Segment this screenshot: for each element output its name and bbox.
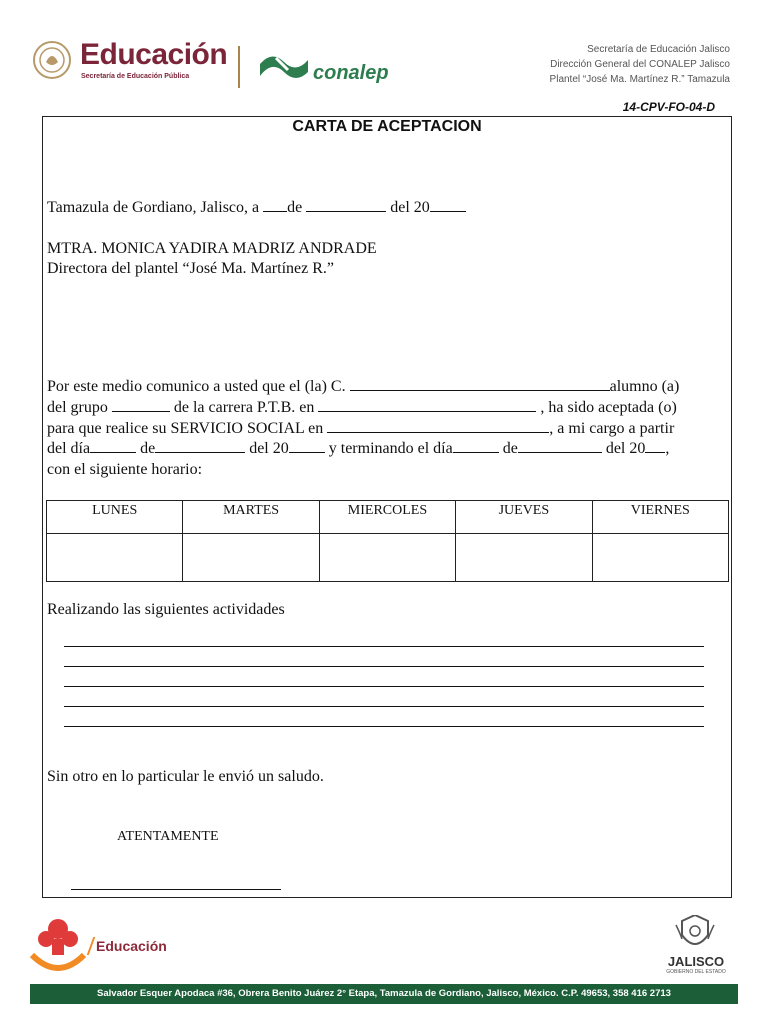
p4-text-e: de <box>502 440 518 457</box>
date-de: de <box>287 199 303 216</box>
schedule-cell-viernes[interactable] <box>592 534 728 582</box>
date-del: del 20 <box>390 199 430 216</box>
p1-text-a: Por este medio comunico a usted que el (la) C. <box>47 378 346 395</box>
career-blank[interactable] <box>318 399 536 412</box>
p4-text-c: del 20 <box>249 440 289 457</box>
header-institution-lines <box>550 42 730 87</box>
p2-text-a: del grupo <box>47 399 108 416</box>
signature-line[interactable] <box>71 889 281 890</box>
p3-text-b: , a mi cargo a partir <box>549 420 675 437</box>
day-header-jueves: JUEVES <box>456 501 592 534</box>
start-day-blank[interactable] <box>90 440 136 453</box>
day-header-viernes: VIERNES <box>592 501 728 534</box>
jalisco-education-flower-icon <box>30 915 86 975</box>
date-month-blank[interactable] <box>306 199 386 212</box>
jalisco-subtext: GOBIERNO DEL ESTADO <box>666 969 726 975</box>
mexico-seal-icon <box>32 40 72 80</box>
activity-line-4[interactable] <box>64 706 704 707</box>
paragraph-line-2 <box>47 398 677 418</box>
date-day-blank[interactable] <box>263 199 287 212</box>
header-line-1: Secretaría de Educación Jalisco <box>587 44 730 55</box>
activity-line-2[interactable] <box>64 666 704 667</box>
schedule-cell-jueves[interactable] <box>456 534 592 582</box>
footer-address-bar: Salvador Esquer Apodaca #36, Obrera Benito Juárez 2° Etapa, Tamazula de Gordiano, Jalisco, México. C.P. 49653, 358 416 2713 <box>30 984 738 1004</box>
p4-text-a: del día <box>47 440 91 457</box>
date-prefix: Tamazula de Gordiano, Jalisco, a <box>47 199 260 216</box>
conalep-logo-text: conalep <box>313 62 389 84</box>
service-place-blank[interactable] <box>327 420 549 433</box>
p4-text-g: , <box>665 440 670 457</box>
p4-text-b: de <box>140 440 156 457</box>
group-blank[interactable] <box>112 399 170 412</box>
p2-text-b: de la carrera P.T.B. en <box>173 399 315 416</box>
student-name-blank[interactable] <box>350 378 610 391</box>
start-year-blank[interactable] <box>289 440 325 453</box>
date-year-blank[interactable] <box>430 199 466 212</box>
addressee-name: MTRA. MONICA YADIRA MADRIZ ANDRADE <box>47 240 377 257</box>
addressee-role: Directora del plantel “José Ma. Martínez R.” <box>47 260 334 277</box>
end-month-blank[interactable] <box>518 440 602 453</box>
jalisco-shield-icon <box>674 915 716 953</box>
start-month-blank[interactable] <box>155 440 245 453</box>
schedule-body-row <box>47 534 729 582</box>
day-header-miercoles: MIERCOLES <box>319 501 455 534</box>
p1-text-b: alumno (a) <box>609 378 680 395</box>
header-line-2: Dirección General del CONALEP Jalisco <box>550 59 730 70</box>
schedule-cell-martes[interactable] <box>183 534 319 582</box>
schedule-header-row <box>47 501 729 534</box>
jalisco-text: JALISCO <box>667 954 725 969</box>
schedule-cell-miercoles[interactable] <box>319 534 455 582</box>
header-divider <box>238 46 240 88</box>
activity-line-3[interactable] <box>64 686 704 687</box>
day-header-lunes: LUNES <box>47 501 183 534</box>
footer-education-text: Educación <box>96 938 167 954</box>
end-day-blank[interactable] <box>453 440 499 453</box>
header-line-3: Plantel “José Ma. Martínez R.” Tamazula <box>549 74 730 85</box>
letter-title: CARTA DE ACEPTACION <box>292 118 482 135</box>
end-year-blank[interactable] <box>645 440 665 453</box>
p4-text-d: y terminando el día <box>328 440 453 457</box>
p4-text-f: del 20 <box>605 440 646 457</box>
closing-text: Sin otro en lo particular le envió un saludo. <box>47 768 324 785</box>
conalep-logo-icon <box>258 50 310 82</box>
p3-text-a: para que realice su SERVICIO SOCIAL en <box>47 420 324 437</box>
paragraph-line-5: con el siguiente horario: <box>47 461 203 478</box>
paragraph-line-4 <box>47 439 669 459</box>
paragraph-line-3 <box>47 419 674 439</box>
date-line <box>47 198 466 218</box>
p2-text-c: , ha sido aceptada (o) <box>540 399 677 416</box>
activities-label: Realizando las siguientes actividades <box>47 601 285 618</box>
activity-line-1[interactable] <box>64 646 704 647</box>
sep-subtitle: Secretaría de Educación Pública <box>81 73 190 80</box>
educacion-logo-text: Educación <box>80 38 228 71</box>
schedule-cell-lunes[interactable] <box>47 534 183 582</box>
paragraph-line-1 <box>47 377 679 397</box>
activity-line-5[interactable] <box>64 726 704 727</box>
form-code: 14-CPV-FO-04-D <box>622 100 715 114</box>
footer-slash <box>87 937 96 955</box>
sign-label: ATENTAMENTE <box>117 829 219 844</box>
schedule-table <box>46 500 729 582</box>
day-header-martes: MARTES <box>183 501 319 534</box>
